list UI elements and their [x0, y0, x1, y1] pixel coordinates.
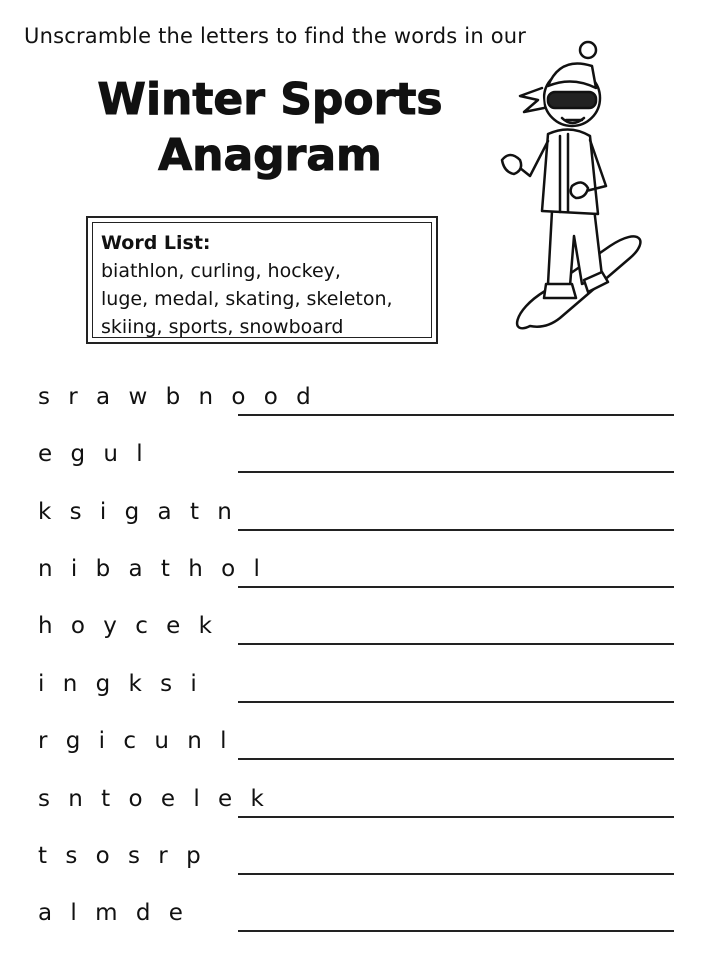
- answer-line[interactable]: [238, 873, 674, 875]
- answer-line[interactable]: [238, 758, 674, 760]
- scrambled-word: t s o s r p: [38, 843, 207, 869]
- answer-line[interactable]: [238, 529, 674, 531]
- scrambled-word: e g u l: [38, 441, 149, 467]
- answer-line[interactable]: [238, 414, 674, 416]
- puzzle-row: [38, 556, 678, 596]
- scrambled-word: h o y c e k: [38, 613, 218, 639]
- word-list-line: skiing, sports, snowboard: [101, 316, 344, 338]
- answer-line[interactable]: [238, 586, 674, 588]
- instruction-text: Unscramble the letters to find the words in our: [24, 24, 527, 48]
- word-list-inner: [92, 222, 432, 338]
- answer-line[interactable]: [238, 643, 674, 645]
- scrambled-word: i n g k s i: [38, 671, 203, 697]
- puzzle-row: [38, 900, 678, 940]
- scrambled-word: a l m d e: [38, 900, 189, 926]
- puzzle-row: [38, 384, 678, 424]
- puzzle-row: [38, 728, 678, 768]
- puzzle-row: [38, 499, 678, 539]
- word-list-heading: Word List:: [101, 232, 211, 254]
- puzzle-row: [38, 671, 678, 711]
- word-list-box: [86, 216, 438, 344]
- title-line-2: Anagram: [158, 130, 382, 181]
- scrambled-word: s r a w b n o o d: [38, 384, 317, 410]
- puzzle-row: [38, 441, 678, 481]
- snowboarder-icon: [490, 36, 650, 346]
- answer-line[interactable]: [238, 701, 674, 703]
- puzzle-row: [38, 613, 678, 653]
- puzzle-row: [38, 786, 678, 826]
- title-line-1: Winter Sports: [97, 74, 443, 125]
- answer-line[interactable]: [238, 471, 674, 473]
- worksheet-title: [70, 72, 470, 184]
- word-list-line: biathlon, curling, hockey,: [101, 260, 341, 282]
- scrambled-word: k s i g a t n: [38, 499, 238, 525]
- answer-line[interactable]: [238, 930, 674, 932]
- answer-line[interactable]: [238, 816, 674, 818]
- puzzle-row: [38, 843, 678, 883]
- scrambled-word: n i b a t h o l: [38, 556, 266, 582]
- scrambled-word: r g i c u n l: [38, 728, 233, 754]
- scrambled-word: s n t o e l e k: [38, 786, 270, 812]
- word-list-line: luge, medal, skating, skeleton,: [101, 288, 393, 310]
